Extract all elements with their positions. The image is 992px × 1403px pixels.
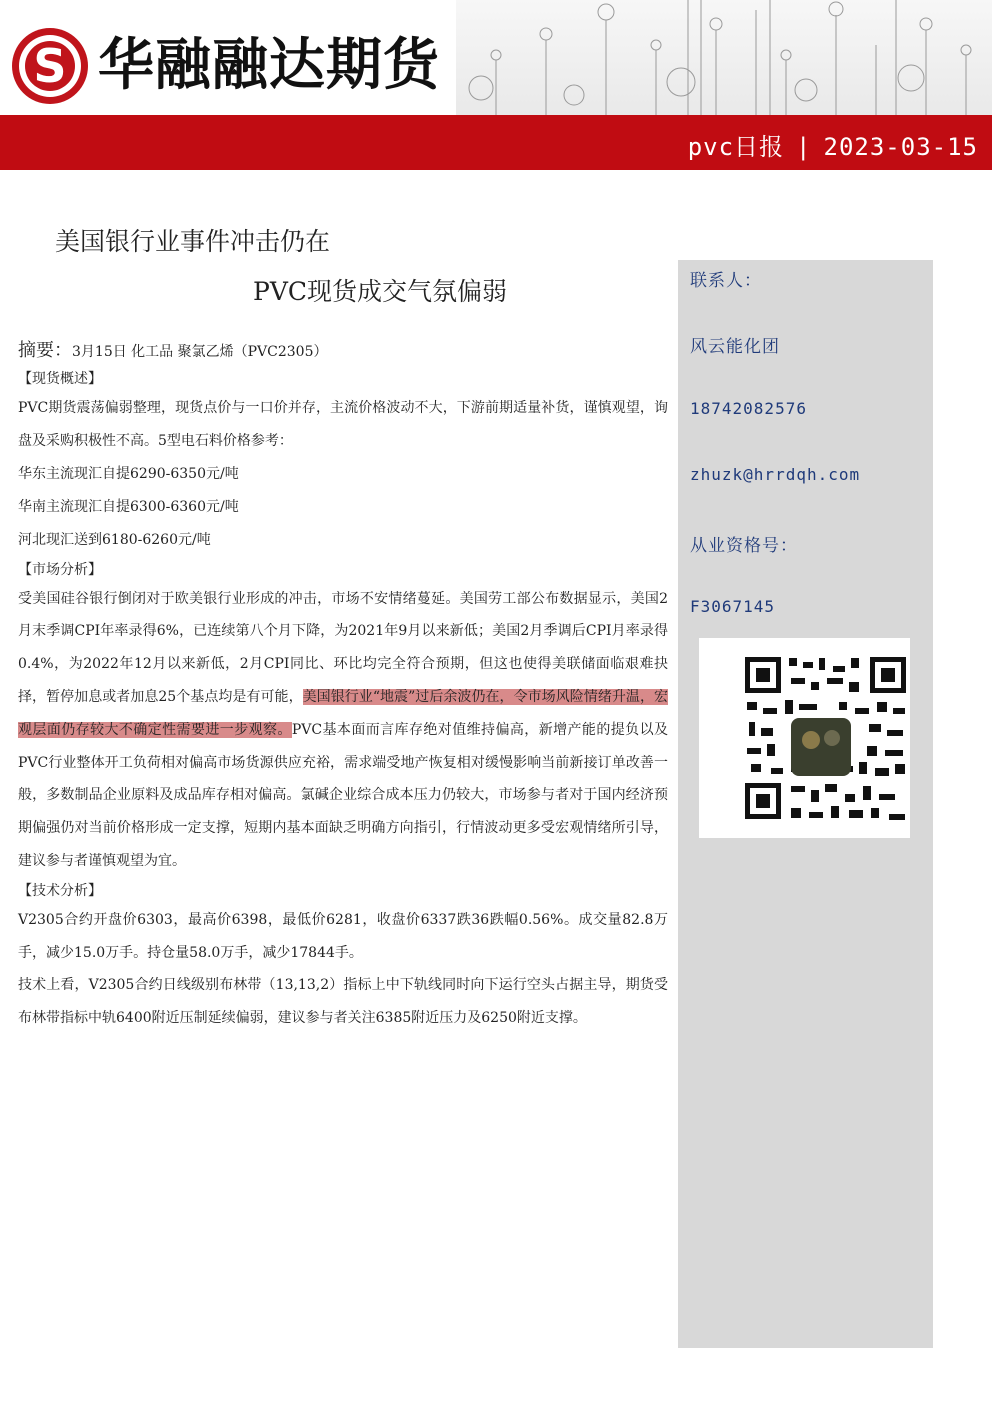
header-decoration <box>456 0 992 115</box>
report-date: 2023-03-15 <box>823 133 978 161</box>
license-number: F3067145 <box>690 597 776 616</box>
report-header <box>0 0 992 170</box>
contact-label: 联系人： <box>690 271 762 291</box>
contact-phone: 18742082576 <box>690 399 807 418</box>
market-heading: 【市场分析】 <box>18 561 102 578</box>
abstract-label: 摘要： <box>18 340 72 361</box>
market-text-before: 受美国硅谷银行倒闭对于欧美银行业形成的冲击，市场不安情绪蔓延。美国劳工部公布数据显示，美国2月末季调CPI年率录得6%，已连续第八个月下降，为2021年9月以来新低；美国2月季调后CPI月率录得0.4%，为2022年12月以来新低，2月CPI同比、环比均完全符合预期，但这也使得美联储面临艰难抉择，暂停加息或者加息25个基点均是有可能， <box>18 590 668 705</box>
market-analysis-text <box>18 583 668 878</box>
decorative-lines-graphic <box>456 0 992 115</box>
spot-overview-text: PVC期货震荡偏弱整理，现货点价与一口价并存，主流价格波动不大，下游前期适量补货，谨慎观望，询盘及采购积极性不高。5型电石料价格参考： <box>18 400 668 449</box>
report-type: pvc日报 <box>687 133 785 161</box>
technical-para-2: 技术上看，V2305合约日线级别布林带（13,13,2）指标上中下轨线同时向下运行空头占据主导，期货受布林带指标中轨6400附近压制延续偏弱，建议参与者关注6385附近压力及6250附近支撑。 <box>18 977 668 1027</box>
header-separator: | <box>796 133 812 161</box>
spot-price-hebei: 河北现汇送到6180-6260元/吨 <box>18 531 211 548</box>
qr-code-icon[interactable] <box>699 638 910 838</box>
contact-sidebar <box>678 260 933 1348</box>
contact-team: 风云能化团 <box>690 337 780 357</box>
report-body <box>18 337 668 1035</box>
market-highlight: 美国银行业“地震”过后余波仍在，令市场风险情绪升温，宏观层面仍存较大不确定性需要进一步观察。 <box>18 688 668 738</box>
company-name: 华融融达期货 <box>98 33 440 98</box>
report-type-date <box>688 127 978 162</box>
license-label: 从业资格号： <box>690 536 798 556</box>
report-title-line2: PVC现货成交气氛偏弱 <box>253 277 508 306</box>
contact-email[interactable]: zhuzk@hrrdqh.com <box>690 465 861 484</box>
technical-heading: 【技术分析】 <box>18 882 102 899</box>
report-title-line1: 美国银行业事件冲击仍在 <box>55 227 331 256</box>
spot-heading: 【现货概述】 <box>18 371 102 387</box>
spot-price-east: 华东主流现汇自提6290-6350元/吨 <box>18 465 239 482</box>
company-logo-icon: S <box>12 28 88 104</box>
abstract-line <box>18 337 668 366</box>
technical-para-1: V2305合约开盘价6303，最高价6398，最低价6281，收盘价6337跌36跌幅0.56%。成交量82.8万手，减少15.0万手。持仓量58.0万手，减少17844手。 <box>18 911 668 961</box>
spot-price-south: 华南主流现汇自提6300-6360元/吨 <box>18 498 239 515</box>
abstract-meta: 3月15日 化工品 聚氯乙烯（PVC2305） <box>72 344 328 360</box>
market-text-after: PVC基本面而言库存绝对值维持偏高，新增产能的提负以及PVC行业整体开工负荷相对偏高市场货源供应充裕，需求端受地产恢复相对缓慢影响当前新接订单改善一般，多数制品企业原料及成品库存相对偏高。氯碱企业综合成本压力仍较大，市场参与者对于国内经济预期偏强仍对当前价格形成一定支撑，短期内基本面缺乏明确方向指引，行情波动更多受宏观情绪所引导，建议参与者谨慎观望为宜。 <box>18 721 668 869</box>
